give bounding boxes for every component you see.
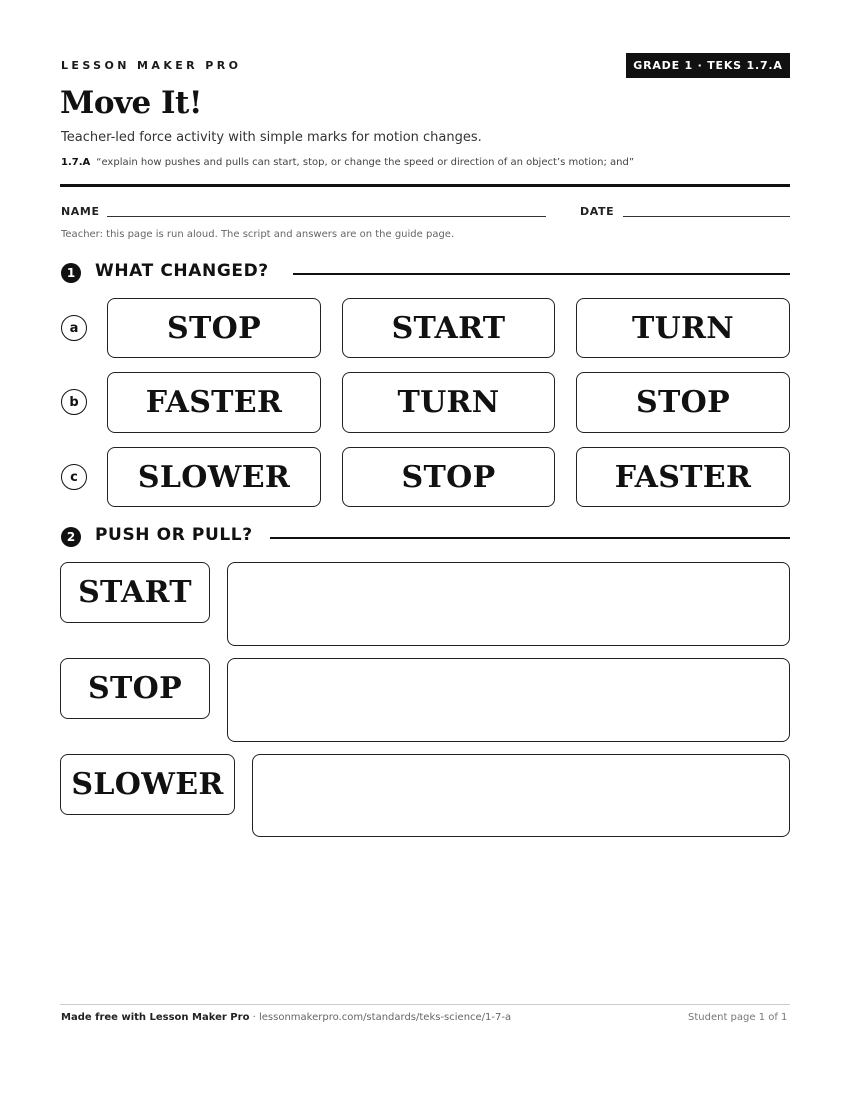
motion-card[interactable]: FASTER <box>107 372 321 433</box>
section-rule <box>270 537 790 539</box>
date-field[interactable] <box>623 216 790 217</box>
header-divider <box>60 184 790 187</box>
motion-card[interactable]: TURN <box>342 372 555 433</box>
page-subtitle: Teacher-led force activity with simple marks for motion changes. <box>61 130 482 145</box>
motion-label-card: STOP <box>60 658 210 719</box>
answer-box[interactable] <box>227 562 790 646</box>
standard-text: “explain how pushes and pulls can start, stop, or change the speed or direction of an object’s motion; and” <box>96 157 635 168</box>
grade-badge: GRADE 1 · TEKS 1.7.A <box>626 53 790 78</box>
section-number-1: 1 <box>61 263 81 283</box>
motion-card[interactable]: SLOWER <box>107 447 321 507</box>
page-indicator: Student page 1 of 1 <box>688 1012 788 1023</box>
motion-card[interactable]: START <box>342 298 555 358</box>
footer-credit <box>61 1012 511 1023</box>
motion-label-card: SLOWER <box>60 754 235 815</box>
row-letter-b: b <box>61 389 87 415</box>
date-label: DATE <box>580 205 615 218</box>
answer-box[interactable] <box>252 754 790 837</box>
motion-card[interactable]: FASTER <box>576 447 790 507</box>
motion-card[interactable]: TURN <box>576 298 790 358</box>
row-letter-c: c <box>61 464 87 490</box>
motion-card[interactable]: STOP <box>576 372 790 433</box>
name-label: NAME <box>61 205 100 218</box>
brand-name: LESSON MAKER PRO <box>61 59 242 72</box>
row-letter-a: a <box>61 315 87 341</box>
standard-line <box>61 157 634 168</box>
standard-code: 1.7.A <box>61 157 91 168</box>
motion-card[interactable]: STOP <box>107 298 321 358</box>
footer-divider <box>60 1004 790 1005</box>
section-title-what-changed: WHAT CHANGED? <box>95 261 269 281</box>
answer-box[interactable] <box>227 658 790 742</box>
section-number-2: 2 <box>61 527 81 547</box>
motion-card[interactable]: STOP <box>342 447 555 507</box>
page-title: Move It! <box>60 85 202 121</box>
motion-label-card: START <box>60 562 210 623</box>
footer-url[interactable]: · lessonmakerpro.com/standards/teks-science/1-7-a <box>249 1012 512 1023</box>
section-title-push-or-pull: PUSH OR PULL? <box>95 525 253 545</box>
section-rule <box>293 273 790 275</box>
name-field[interactable] <box>107 216 546 217</box>
teacher-note: Teacher: this page is run aloud. The script and answers are on the guide page. <box>61 229 455 240</box>
footer-made-with: Made free with Lesson Maker Pro <box>61 1012 250 1023</box>
